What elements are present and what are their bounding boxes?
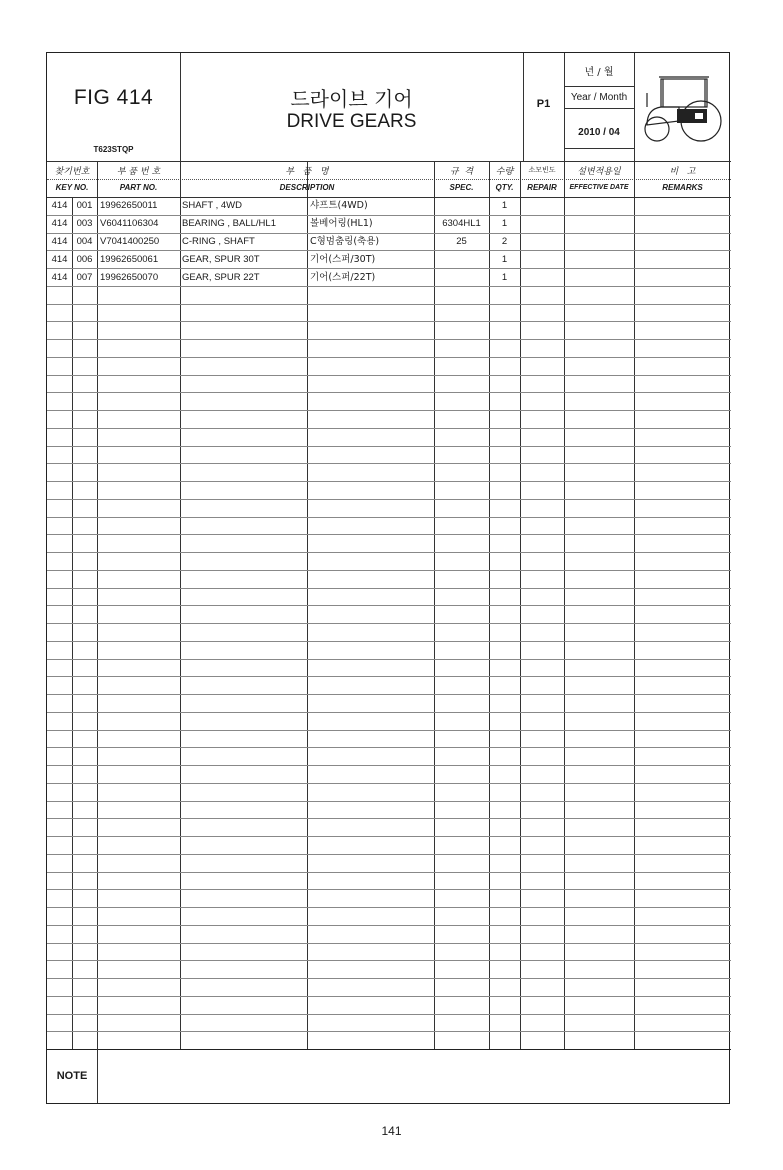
row-rule-line: [47, 534, 731, 535]
row-rule-line: [47, 747, 731, 748]
col-remarks-english: REMARKS: [662, 183, 703, 192]
row-part-no: 19962650061: [100, 254, 159, 265]
row-fig: 414: [51, 272, 68, 283]
row-rule-line: [47, 410, 731, 411]
row-key: 001: [76, 200, 93, 211]
row-rule-line: [47, 463, 731, 464]
row-rule-line: [47, 659, 731, 660]
row-desc-korean: 기어(스퍼/30T): [310, 254, 376, 265]
row-spec: 25: [456, 236, 467, 247]
header-divider: [634, 53, 635, 161]
row-rule-line: [47, 233, 731, 234]
row-rule-line: [47, 1014, 731, 1015]
page-code: P1: [536, 98, 551, 110]
column-header-bottom-line: [47, 197, 731, 198]
row-fig: 414: [51, 218, 68, 229]
row-rule-line: [47, 428, 731, 429]
revision-date: 2010 / 04: [578, 127, 620, 138]
year-month-english: Year / Month: [570, 92, 628, 103]
row-key: 007: [76, 272, 93, 283]
row-spec: 6304HL1: [442, 218, 481, 229]
row-rule-line: [47, 818, 731, 819]
parts-sheet-frame: [46, 52, 730, 1104]
row-rule-line: [47, 339, 731, 340]
row-rule-line: [47, 321, 731, 322]
row-rule-line: [47, 836, 731, 837]
row-rule-line: [47, 730, 731, 731]
row-desc-english: SHAFT , 4WD: [182, 200, 242, 211]
col-effective-korean: 설변적용일: [577, 167, 621, 177]
col-desc-korean: 부 품 명: [285, 167, 329, 177]
column-header-mid-line: [47, 179, 731, 180]
row-rule-line: [47, 694, 731, 695]
year-month-korean: 년 / 월: [584, 67, 614, 78]
header-bottom-line: [47, 161, 731, 162]
row-qty: 1: [501, 254, 508, 265]
row-qty: 1: [501, 218, 508, 229]
row-desc-english: GEAR, SPUR 22T: [182, 272, 260, 283]
col-desc-english: DESCRIPTION: [279, 183, 335, 192]
row-rule-line: [47, 907, 731, 908]
note-divider: [97, 1049, 98, 1103]
row-rule-line: [47, 889, 731, 890]
row-rule-line: [47, 801, 731, 802]
row-rule-line: [47, 392, 731, 393]
col-qty-english: QTY.: [495, 183, 514, 192]
date-box-line: [564, 148, 634, 149]
row-key: 003: [76, 218, 93, 229]
date-box-line: [564, 108, 634, 109]
row-rule-line: [47, 1031, 731, 1032]
row-rule-line: [47, 623, 731, 624]
row-rule-line: [47, 215, 731, 216]
row-part-no: 19962650011: [100, 200, 158, 211]
row-rule-line: [47, 712, 731, 713]
model-code: T623STQP: [93, 145, 134, 154]
row-fig: 414: [51, 200, 68, 211]
row-fig: 414: [51, 236, 68, 247]
col-spec-korean: 규 격: [449, 167, 474, 177]
title-english: DRIVE GEARS: [286, 111, 417, 132]
col-qty-korean: 수량: [495, 167, 514, 177]
row-rule-line: [47, 943, 731, 944]
row-desc-korean: C형멈춤링(축용): [310, 236, 380, 247]
row-part-no: V6041106304: [100, 218, 159, 229]
col-key-korean: 찾기번호: [54, 167, 90, 177]
row-qty: 2: [501, 236, 508, 247]
col-key-english: KEY NO.: [55, 183, 89, 192]
row-rule-line: [47, 268, 731, 269]
row-rule-line: [47, 570, 731, 571]
row-desc-english: C-RING , SHAFT: [182, 236, 255, 247]
col-repair-english: REPAIR: [527, 183, 557, 192]
row-rule-line: [47, 446, 731, 447]
fig-label: FIG 414: [73, 86, 154, 109]
row-desc-english: GEAR, SPUR 30T: [182, 254, 260, 265]
row-rule-line: [47, 765, 731, 766]
row-rule-line: [47, 996, 731, 997]
row-part-no: V7041400250: [100, 236, 160, 247]
row-rule-line: [47, 641, 731, 642]
page-number: 141: [381, 1124, 402, 1138]
row-rule-line: [47, 588, 731, 589]
row-fig: 414: [51, 254, 68, 265]
row-rule-line: [47, 978, 731, 979]
row-desc-english: BEARING , BALL/HL1: [182, 218, 276, 229]
row-key: 006: [76, 254, 93, 265]
row-desc-korean: 볼베어링(HL1): [310, 218, 373, 229]
col-part-english: PART NO.: [119, 183, 158, 192]
row-rule-line: [47, 676, 731, 677]
row-rule-line: [47, 517, 731, 518]
row-rule-line: [47, 357, 731, 358]
row-qty: 1: [501, 200, 508, 211]
row-rule-line: [47, 872, 731, 873]
row-rule-line: [47, 304, 731, 305]
row-rule-line: [47, 250, 731, 251]
row-rule-line: [47, 925, 731, 926]
row-key: 004: [76, 236, 93, 247]
col-effective-english: EFFECTIVE DATE: [569, 184, 629, 191]
row-rule-line: [47, 481, 731, 482]
row-rule-line: [47, 375, 731, 376]
note-top-line: [47, 1049, 731, 1050]
row-qty: 1: [501, 272, 508, 283]
col-part-korean: 부 품 번 호: [116, 167, 161, 177]
row-rule-line: [47, 499, 731, 500]
row-rule-line: [47, 552, 731, 553]
note-label: NOTE: [56, 1070, 88, 1082]
row-desc-korean: 기어(스퍼/22T): [310, 272, 376, 283]
date-box-line: [564, 86, 634, 87]
row-rule-line: [47, 783, 731, 784]
col-repair-korean: 소모빈도: [528, 166, 556, 174]
row-desc-korean: 샤프트(4WD): [310, 200, 368, 211]
row-rule-line: [47, 286, 731, 287]
row-rule-line: [47, 854, 731, 855]
row-rule-line: [47, 960, 731, 961]
row-rule-line: [47, 605, 731, 606]
tractor-icon: [639, 73, 727, 145]
col-spec-english: SPEC.: [449, 183, 474, 192]
col-remarks-korean: 비 고: [669, 167, 696, 177]
title-korean: 드라이브 기어: [290, 87, 413, 111]
row-part-no: 19962650070: [100, 272, 159, 283]
